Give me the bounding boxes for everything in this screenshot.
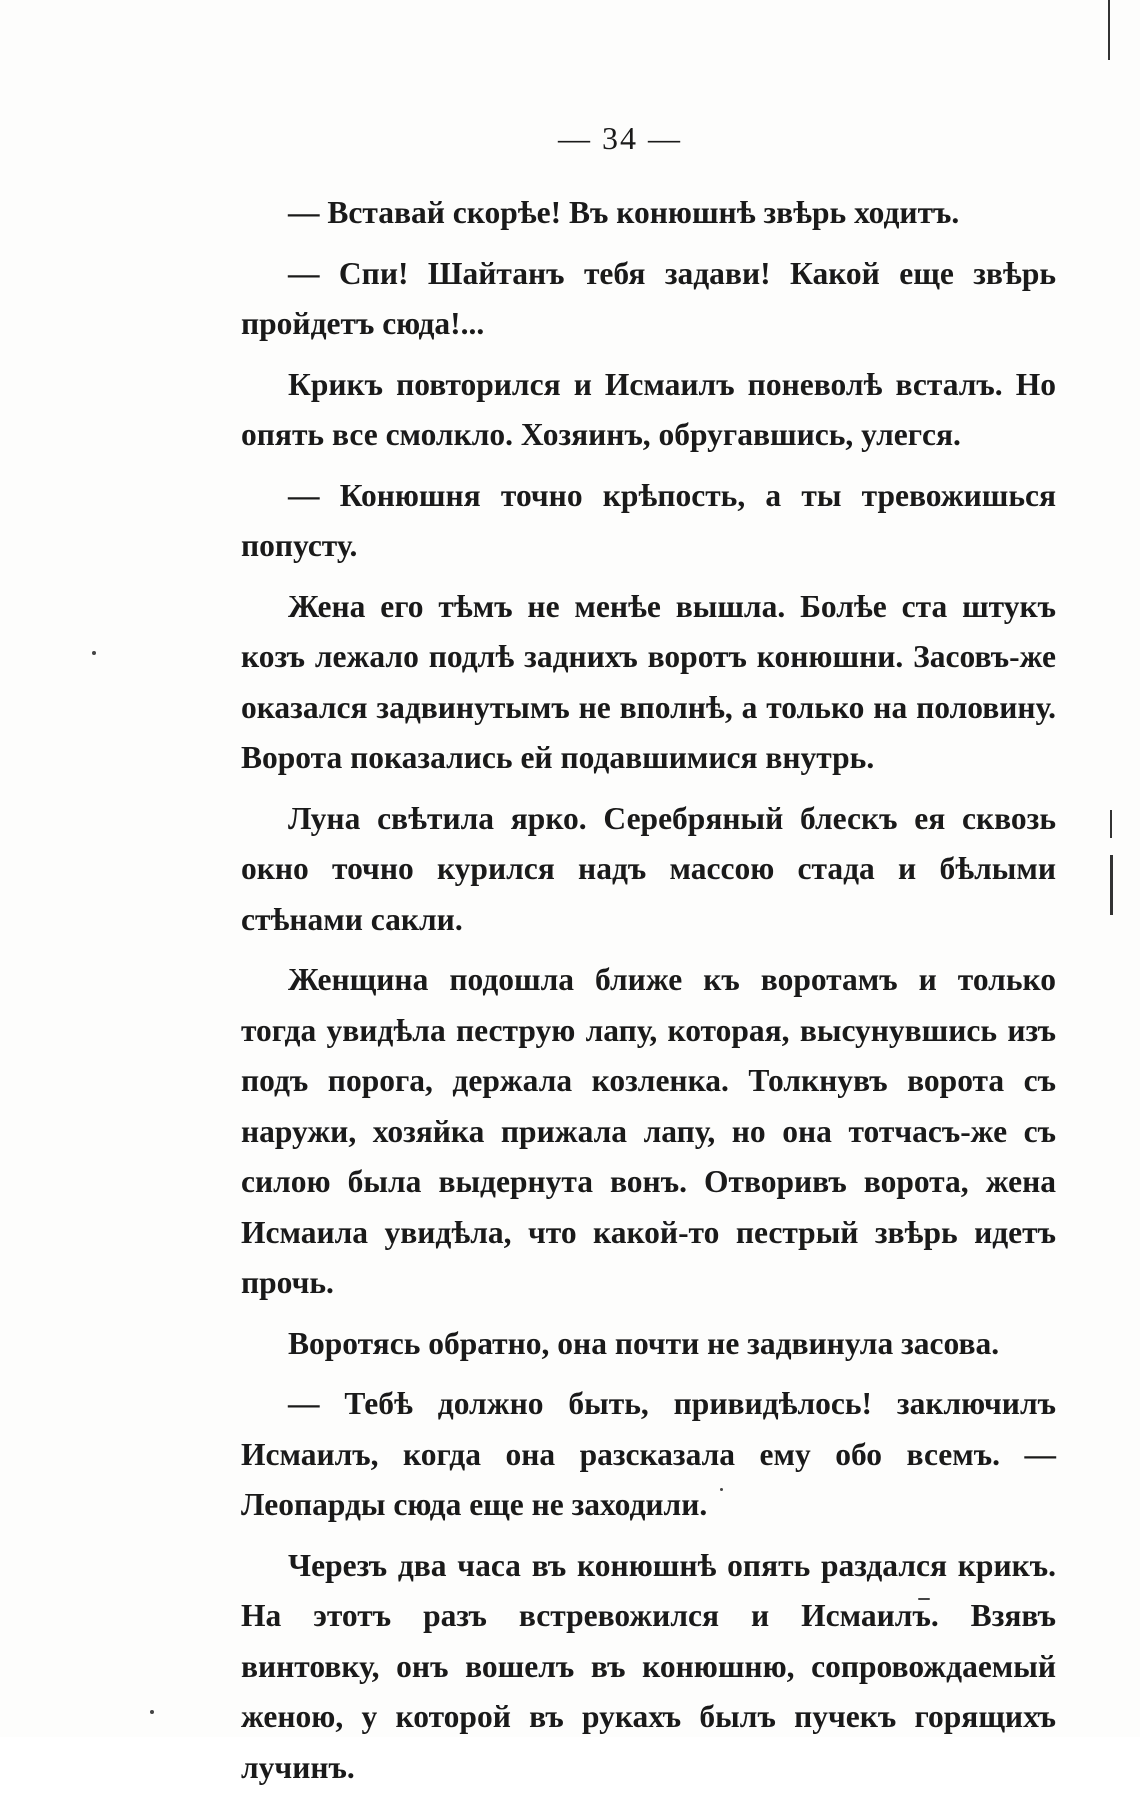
paragraph: — Спи! Шайтанъ тебя задави! Какой еще звѣрь пройдетъ сюда!... [241,255,1056,341]
scan-edge-mark [1110,855,1113,915]
paragraph: Крикъ повторился и Исмаилъ поневолѣ всталъ. Но опять все смолкло. Хозяинъ, обругавшись, улегся. [241,366,1056,452]
body-text [241,188,1056,1803]
paragraph: Женщина подошла ближе къ воротамъ и только тогда увидѣла пеструю лапу, которая, высунувшись изъ подъ порога, держала козленка. Толкнувъ ворота съ наружи, хозяйка прижала лапу, но она тотчасъ-же съ силою была выдернута вонъ. Отворивъ ворота, жена Исмаила увидѣла, что какой-то пестрый звѣрь идетъ прочь. [241,962,1056,1300]
paragraph: — Тебѣ должно быть, привидѣлось! заключилъ Исмаилъ, когда она разсказала ему обо всемъ. — Леопарды сюда еще не заходили. [241,1386,1056,1522]
paragraph: Воротясь обратно, она почти не задвинула засова. [288,1325,1000,1361]
paragraph: — Вставай скорѣе! Въ конюшнѣ звѣрь ходитъ. [288,195,960,230]
scan-edge-mark [1108,0,1110,60]
scan-speck [92,651,96,655]
scan-speck [150,1710,154,1714]
paragraph: Жена его тѣмъ не менѣе вышла. Болѣе ста штукъ козъ лежало подлѣ заднихъ воротъ конюшни. Засовъ-же оказался задвинутымъ не вполнѣ, а только на половину. Ворота показались ей подавшимися внутрь. [241,588,1056,775]
paragraph: Черезъ два часа въ конюшнѣ опять раздался крикъ. На этотъ разъ встревожился и Исмаилъ. Взявъ винтовку, онъ вошелъ въ конюшню, сопровождаемый женою, у которой въ рукахъ былъ пучекъ горящихъ лучинъ. [241,1547,1056,1785]
page-number: — 34 — [558,120,682,156]
paragraph: — Конюшня точно крѣпость, а ты тревожишься попусту. [241,477,1056,563]
scan-edge-mark [1110,810,1112,838]
paragraph: Луна свѣтила ярко. Серебряный блескъ ея сквозь окно точно курился надъ массою стада и бѣлыми стѣнами сакли. [241,800,1056,937]
